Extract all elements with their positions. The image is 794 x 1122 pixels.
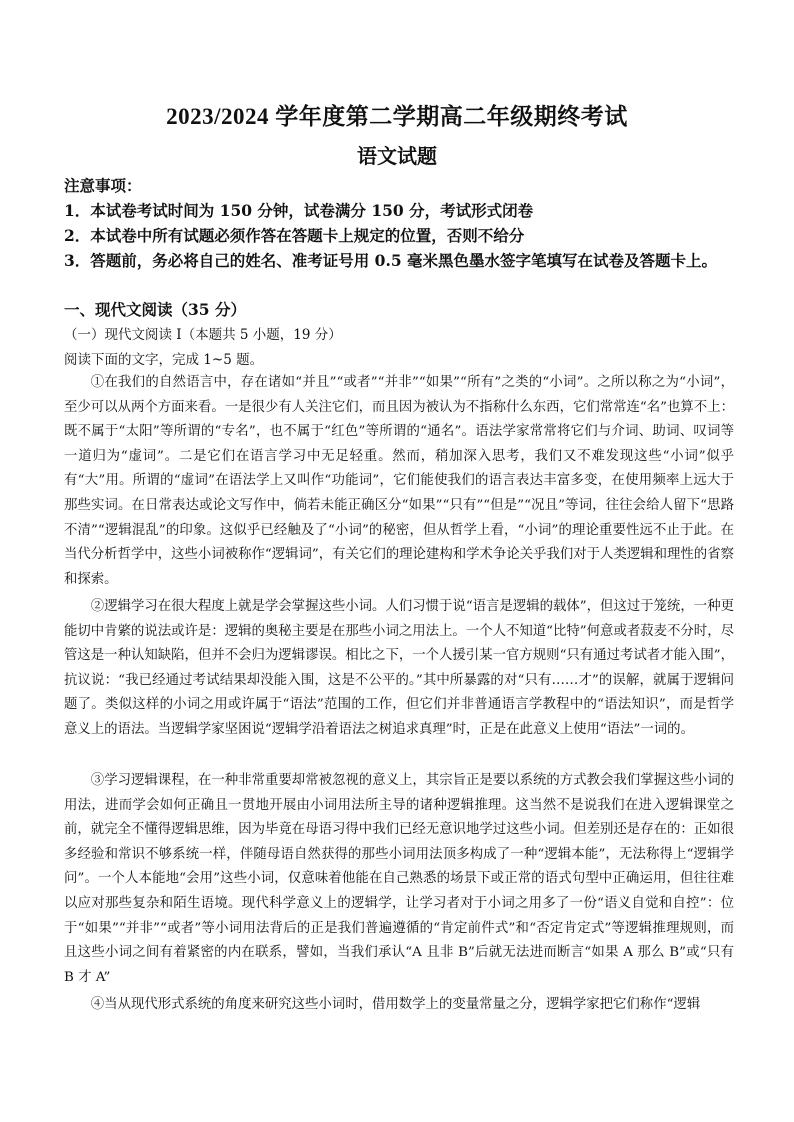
reading-instruction: 阅读下面的文字，完成 1~5 题。 xyxy=(64,352,264,368)
exam-subtitle: 语文试题 xyxy=(357,146,437,168)
passage-paragraph xyxy=(64,595,734,743)
paragraph-text: ①在我们的自然语言中，存在诸如“并且”“或者”“并非”“如果”“所有”之类的“小词”。之所以称之为“小词”，至少可以从两个方面来看。一是很少有人关注它们，而且因为被认为不指称什么东西，它们常常连“名”也算不上：既不属于“太阳”等所谓的“专名”，也不属于“红色”等所谓的“通名”。语法学家常常将它们与介词、助词、叹词等一道归为“虚词”。二是它们在语言学习中无足轻重。然而，稍加深入思考，我们又不难发现这些“小词”似乎有“大”用。所谓的“虚词”在语法学上又叫作“功能词”，它们能使我们的语言表达丰富多变，在使用频率上远大于那些实词。在日常表达或论文写作中，倘若未能正确区分“如果”“只有”“但是”“况且”等词，往往会给人留下“思路不清”“逻辑混乱”的印象。这似乎已经触及了“小词”的秘密，但从哲学上看，“小词”的理论重要性远不止于此。在当代分析哲学中，这些小词被称作“逻辑词”，有关它们的理论建构和学术争论关乎我们对于人类逻辑和理性的省察和探索。 xyxy=(64,375,734,587)
notice-item: 2．本试卷中所有试题必须作答在答题卡上规定的位置，否则不给分 xyxy=(64,226,525,245)
section-heading: 一、现代文阅读（35 分） xyxy=(64,300,246,319)
paragraph-text: ③学习逻辑课程，在一种非常重要却常被忽视的意义上，其宗旨正是要以系统的方式教会我们掌握这些小词的用法，进而学会如何正确且一贯地开展由小词用法所主导的诸种逻辑推理。这当然不是说我们在进入逻辑课堂之前，就完全不懂得逻辑思维，因为毕竟在母语习得中我们已经无意识地学过这些小词。但差别还是存在的：正如很多经验和常识不够系统一样，伴随母语自然获得的那些小词用法顶多构成了一种“逻辑本能”，无法称得上“逻辑学问”。一个人本能地“会用”这些小词，仅意味着他能在自己熟悉的场景下或正常的语式句型中正确运用，但往往难以应对那些复杂和陌生语境。现代科学意义上的逻辑学，让学习者对于小词之用多了一份“语义自觉和自控”：位于“如果”“并非”“或者”等小词用法背后的正是我们普遍遵循的“肯定前件式”和“否定肯定式”等逻辑推理规则，而且这些小词之间有着紧密的内在联系，譬如，当我们承认“A 且非 B”后就无法进而断言“如果 A 那么 B”或“只有 B 才 A” xyxy=(64,773,734,985)
passage-paragraph xyxy=(64,769,734,990)
paragraph-text: ④当从现代形式系统的角度来研究这些小词时，借用数学上的变量常量之分，逻辑学家把它们称作“逻辑 xyxy=(90,997,701,1012)
notice-list xyxy=(64,198,734,273)
paragraph-text: ②逻辑学习在很大程度上就是学会掌握这些小词。人们习惯于说“语言是逻辑的载体”，但这过于笼统，一种更能切中肯綮的说法或许是：逻辑的奥秘主要是在那些小词之用法上。一个人不知道“比特”何意或者菽麦不分时，尽管这是一种认知缺陷，但并不会归为逻辑谬误。相比之下，一个人援引某一官方规则“只有通过考试者才能入围”，抗议说：“我已经通过考试结果却没能入围，这是不公平的。”其中所暴露的对“只有……才”的误解，就属于逻辑问题了。类似这样的小词之用或许属于“语法”范围的工作，但它们并非普通语言学教程中的“语法知识”，而是哲学意义上的语法。当逻辑学家坚困说“逻辑学沿着语法之树追求真理”时，正是在此意义上使用“语法”一词的。 xyxy=(64,599,734,737)
exam-title: 2023/2024 学年度第二学期高二年级期终考试 xyxy=(166,104,628,129)
notice-heading: 注意事项： xyxy=(64,176,142,195)
notice-item: 1．本试卷考试时间为 150 分钟，试卷满分 150 分，考试形式闭卷 xyxy=(64,201,534,220)
notice-item: 3．答题前，务必将自己的姓名、准考证号用 0.5 毫米黑色墨水签字笔填写在试卷及答题卡上。 xyxy=(64,251,718,270)
passage-paragraph xyxy=(64,993,734,1018)
section-subheading: （一）现代文阅读 I（本题共 5 小题，19 分） xyxy=(64,327,342,343)
passage-paragraph xyxy=(64,371,734,592)
